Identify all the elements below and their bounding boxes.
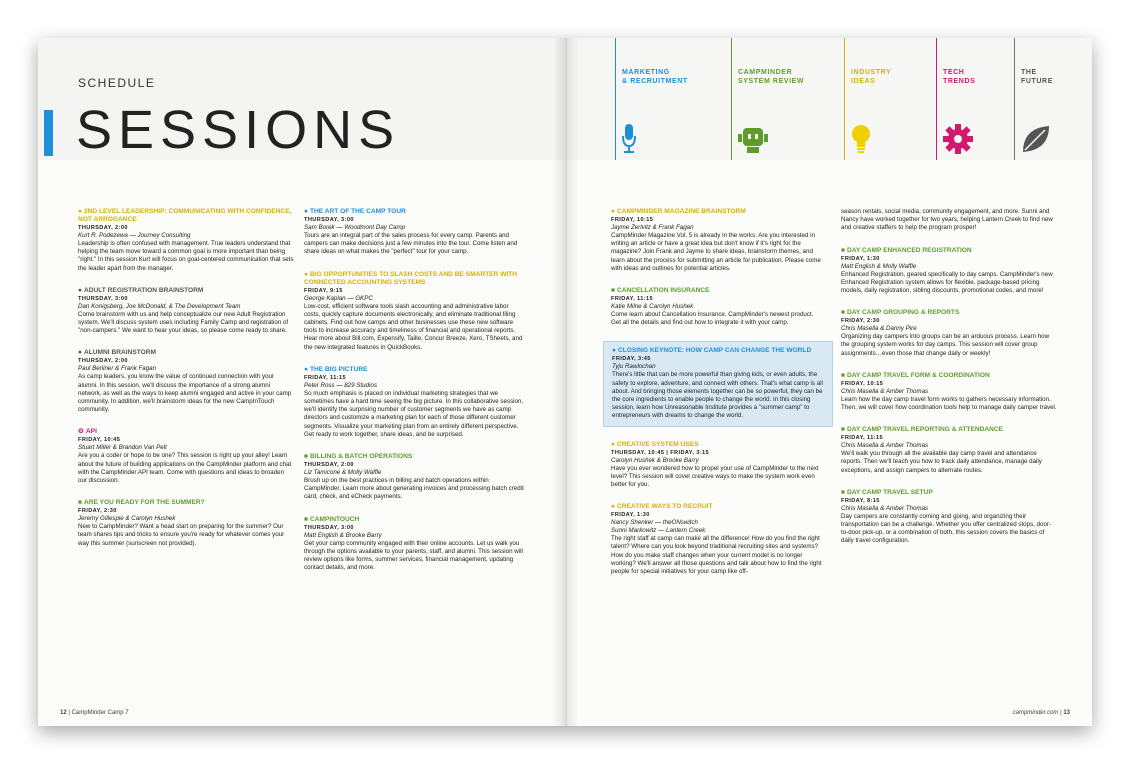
robot-icon: ■ [304,515,308,523]
category-label: TECH [943,69,965,76]
session-title: THE BIG PICTURE [309,365,368,373]
session-entry [78,428,294,485]
session-entry [841,426,1057,475]
session-entry [304,208,526,257]
right-footer: campminder.com | 13 [1012,710,1070,716]
robot-icon: ■ [841,426,845,434]
session-speakers: George Kaplan — GKPC [304,294,373,302]
session-date: THURSDAY, 2:00 [78,358,128,365]
page-number: 12 [60,710,67,716]
publication-name: CampMinder Camp 7 [71,710,129,716]
session-speakers: Matt English & Molly Waffle [841,262,917,270]
session-description: There's little that can be more powerful than giving kids, or even adults, the safety to explore, adventure, and connect with others. That's what camp is all about. And bringing those elements together can be so powerful, they can be the core ingredients to enable people to change the world. In this closing session, learn how Unreasonable Institute provides a "summer camp" to entrepreneurs with dreams to change the world. [612,371,823,420]
session-date: THURSDAY, 3:00 [304,217,354,223]
category-label: MARKETING [622,69,670,76]
lightbulb-icon: ● [611,503,615,511]
left-footer: 12 | CampMinder Camp 7 [60,710,129,716]
session-description: Day campers are constantly coming and going, and organizing their transportation can be a challenge. Whether you offer centralized stops, door-to-door pick-up, or a combination of both, this session covers the basics of daily travel configuration. [841,512,1052,545]
session-description: As camp leaders, you know the value of continued connection with your alumni. In this session, we'll discuss the importance of a strong alumni network, as well as the ways to keep alumni engaged and active in your camp community. In addition, we'll brainstorm ideas for the new CampInTouch community. [78,373,292,414]
session-description: New to CampMinder? Want a head start on preparing for the summer? Our team shares tips and tricks to ensure you're ready for whatever comes your way this summer (sunscreen not provided). [78,523,285,547]
session-description: We'll walk you through all the available day camp travel and attendance reports. Then we'll teach you how to track daily attendance, manage daily exceptions, and assign campers to alternate routes. [841,450,1042,474]
lightbulb-icon: ● [304,270,308,278]
category-industry-ideas [844,38,936,160]
session-speakers: Dan Konigsberg, Joe McDonald, & The Development Team [78,302,241,310]
session-speakers: Kurt R. Podezewa — Journey Consulting [78,232,191,239]
session-title: DAY CAMP TRAVEL FORM & COORDINATION [846,371,990,379]
session-speakers: Katie Milne & Carolyn Hushek [611,303,694,311]
session-title: 2ND LEVEL LEADERSHIP: COMMUNICATING WITH CONFIDENCE, NOT ARROGANCE [78,208,292,223]
session-title: DAY CAMP ENHANCED REGISTRATION [846,246,972,254]
session-date: FRIDAY, 10:15 [841,380,884,387]
right-page [565,38,1092,726]
robot-icon: ■ [611,287,615,295]
session-description: Low-cost, efficient software tools slash accounting and administrative labor costs, quickly capture documents electronically, and eliminate traditional filing cabinets. Find out how camps and other businesses use these new software tools to increase accuracy and timeliness of financial and operational reports. Hear more about Bill.com, Expensify, Taille, Concur Breeze, Xero, TSheets, and the new integrated features in QuickBooks. [304,302,523,351]
lightbulb-icon [851,124,871,154]
category-tech-trends [936,38,1014,160]
session-date: THURSDAY, 2:00 [78,225,128,231]
category-marketing [615,38,731,160]
session-speakers: Jeremy Gillespie & Carolyn Hushek [78,515,176,523]
session-title: DAY CAMP TRAVEL SETUP [846,488,933,496]
session-date: THURSDAY, 3:00 [304,524,354,531]
session-speakers: Liz Tamicone & Molly Waffle [304,469,382,477]
lightbulb-icon: ● [611,208,615,215]
session-description: Come learn about Cancellation Insurance, CampMinder's newest product. Get all the details and find out how to integrate it with your camp. [611,311,814,327]
session-date: FRIDAY, 11:15 [841,435,883,442]
robot-icon: ■ [841,488,845,496]
robot-icon [738,124,768,154]
robot-icon: ■ [841,309,845,317]
session-title: BIG OPPORTUNITIES TO SLASH COSTS AND BE SMARTER WITH CONNECTED ACCOUNTING SYSTEMS [304,270,517,286]
session-date: THURSDAY, 10:45 | FRIDAY, 3:15 [611,449,710,456]
session-title: CANCELLATION INSURANCE [616,287,710,295]
session-speakers: Matt English & Brooke Barry [304,531,382,539]
page-number: 13 [1063,710,1070,716]
category-label: TRENDS [943,78,976,85]
robot-icon: ■ [304,453,308,461]
category-the-future [1014,38,1092,160]
session-description: Leadership is often confused with management. True leaders understand that helping the team move toward a common goal is more important than being "right." In this session Kurt will focus on goal-centered communication that sets the leader apart from the manager. [78,240,294,272]
session-description: Enhanced Registration, geared specifically to day camps. CampMinder's new Enhanced Registration system allows for flexible, package-based pricing models, daily registration, sibling discounts, promotional codes, and more! [841,270,1053,295]
session-date: THURSDAY, 3:00 [78,295,128,302]
category-label: FUTURE [1021,78,1053,85]
session-description: Are you a coder or hope to be one? This session is right up your alley! Learn about the future of building applications on the CampMinder platform and chat with the CampMinder API team. Come with questions and ideas to broaden our discussion. [78,452,292,485]
session-description: Organizing day campers into groups can be an arduous process. Learn how the grouping system works for day camps. This session will cover group assignments…even those that change daily or weekly! [841,333,1050,357]
session-title: CREATIVE WAYS TO RECRUIT [616,503,713,511]
session-title: API [85,428,97,436]
website-label: campminder.com [1012,710,1059,716]
session-entry [841,489,1057,546]
session-entry [841,372,1057,412]
session-description: So much emphasis is placed on individual marketing strategies that we sometimes have a hard time seeing the big picture. In this collaborative session, we'll identify the surprising number of customer segments we have as camp directors and customize a marketing plan for each of those different customer segments. Visualize your marketing plan from an entirely different perspective. Get ready to work together, share ideas, and be surprised. [304,389,524,438]
leaf-icon [1021,124,1051,154]
session-speakers: Chris Masella & Danny Pire [841,325,917,333]
category-system-review [731,38,844,160]
title-accent-bar [44,110,53,156]
category-label: CAMPMINDER [738,69,793,76]
session-entry [611,208,825,273]
session-date: FRIDAY, 2:30 [78,508,117,515]
session-title: CLOSING KEYNOTE: HOW CAMP CAN CHANGE THE WORLD [617,347,812,355]
category-label: THE [1021,69,1037,76]
robot-icon: ■ [78,499,82,507]
robot-icon: ■ [841,246,845,254]
category-label: IDEAS [851,78,876,85]
page-gutter-shadow [553,38,579,726]
category-label: SYSTEM REVIEW [738,78,805,85]
session-entry [78,287,294,336]
left-page [38,38,565,726]
session-date: FRIDAY, 10:15 [611,217,654,223]
session-description: Learn how the day camp travel form works to gathers necessary information. Then, we will cover how coordination tools help to manage daily camper travel. [841,395,1057,412]
session-speakers: Chris Masella & Amber Thomas [841,442,929,450]
gear-icon: ⚙ [78,428,84,436]
microphone-icon: ● [304,208,308,215]
session-title: DAY CAMP TRAVEL REPORTING & ATTENDANCE [846,426,1004,434]
session-speakers: Jayme Zerlvitz & Frank Fagan [611,224,694,231]
session-speakers: Sunni Markowitz — Lantern Creek [611,527,706,535]
session-entry [841,247,1057,296]
session-speakers: Tyju Rawlochan [612,363,656,371]
session-entry [304,366,526,439]
page-title: SESSIONS [76,100,401,160]
session-speakers: Chris Masella & Amber Thomas [841,504,929,512]
session-title: DAY CAMP GROUPING & REPORTS [846,309,960,317]
leaf-icon: ● [78,349,82,357]
session-title: CREATIVE SYSTEM USES [616,440,699,448]
session-description: The right staff at camp can make all the difference! How do you find the right talent? Where can you look beyond traditional recruiting sites and systems? How do you make staff changes when your current model is no longer working? We'll answer all those questions and talk about how to find the right people for special initiatives for your camp like off- [611,535,822,576]
session-speakers: Sam Borek — Woodmont Day Camp [304,224,406,231]
column-3 [611,208,825,590]
microphone-icon [622,124,636,154]
session-entry [78,208,294,273]
session-description: Brush up on the best practices in billing and batch operations within CampMinder. Learn more about generating invoices and processing batch credit card, check, and eCheck payments. [304,477,524,501]
session-entry [78,499,294,548]
session-description: CampMinder Magazine Vol. 5 is already in the works. Are you interested in writing an article or have a great idea but don't know if it's right for the magazine? Join Frank and Jayme to share ideas, brainstorm themes, and learn about the process for submitting an article for publication. Please come with ideas and outlines for potential articles. [611,232,821,272]
session-speakers: Peter Ross — 829 Studios [304,381,377,389]
session-date: FRIDAY, 11:15 [611,296,653,303]
session-date: FRIDAY, 1:30 [841,255,880,262]
session-speakers: Chris Masella & Amber Thomas [841,387,929,395]
magazine-spread [38,38,1092,726]
session-description-continued: season rentals, social media, community engagement, and more. Sunni and Nancy have worked together for two years, helping Lantern Creek to find new and creative staffers to help the program prosper! [841,208,1053,232]
session-description: Have you ever wondered how to propel your use of CampMinder to the next level? This session will cover creative ways to make the system work even better for you. [611,464,819,489]
session-description: Tours are an integral part of the sales process for every camp. Parents and campers can make decisions just a few minutes into the tour. Come listen and share ideas on what makes the "perfect" tour for your camp. [304,232,518,256]
microphone-icon: ● [612,347,616,355]
session-title: THE ART OF THE CAMP TOUR [309,208,406,215]
column-2 [304,208,526,586]
gear-icon [943,124,973,154]
session-entry [611,503,825,576]
keynote-session-entry [603,341,833,426]
session-entry [611,441,825,490]
session-title: ARE YOU READY FOR THE SUMMER? [83,499,205,507]
session-speakers: Nancy Shenker — theONswitch [611,519,699,527]
column-4 [841,208,1057,560]
session-date: FRIDAY, 10:45 [78,437,121,444]
session-speakers: Paul Berliner & Frank Fagan [78,365,157,373]
session-title: BILLING & BATCH OPERATIONS [309,453,413,461]
session-title: CAMPINTOUCH [309,515,360,523]
microphone-icon: ● [304,365,308,373]
session-entry [841,309,1057,358]
session-entry [304,271,526,352]
session-title: ADULT REGISTRATION BRAINSTORM [83,286,204,294]
session-date: THURSDAY, 2:00 [304,462,354,469]
column-1 [78,208,294,562]
session-speakers: Stuart Miller & Brandon Van Pelt [78,444,167,452]
category-label: INDUSTRY [851,69,892,76]
category-label: & RECRUITMENT [622,78,688,85]
lightbulb-icon: ● [78,208,82,215]
session-date: FRIDAY, 1:30 [611,512,650,519]
session-date: FRIDAY, 9:15 [304,287,343,294]
session-date: FRIDAY, 3:45 [612,356,651,363]
session-entry [304,516,526,573]
session-description: Get your camp community engaged with their online accounts. Let us walk you through the options available to your parents, staff, and alumni. This session will review options like forms, summer services, financial management, updating contact details, and more. [304,539,523,572]
session-description: Come brainstorm with us and help conceptualize our new Adult Registration system. We'll discuss system uses including Family Camp and registration of "non-campers." We want to hear your ideas, so please come ready to share. [78,310,289,335]
session-date: FRIDAY, 8:15 [841,497,880,504]
session-title: ALUMNI BRAINSTORM [83,349,157,357]
robot-icon: ■ [841,371,845,379]
leaf-icon: ● [78,286,82,294]
session-entry [304,453,526,502]
session-date: FRIDAY, 11:15 [304,374,346,381]
session-title: CAMPMINDER MAGAZINE BRAINSTORM [616,208,746,215]
section-label: SCHEDULE [78,76,156,90]
session-entry [78,349,294,414]
session-speakers: Carolyn Hushek & Brooke Barry [611,456,699,464]
session-entry [611,287,825,327]
lightbulb-icon: ● [611,440,615,448]
session-date: FRIDAY, 2:30 [841,318,880,325]
